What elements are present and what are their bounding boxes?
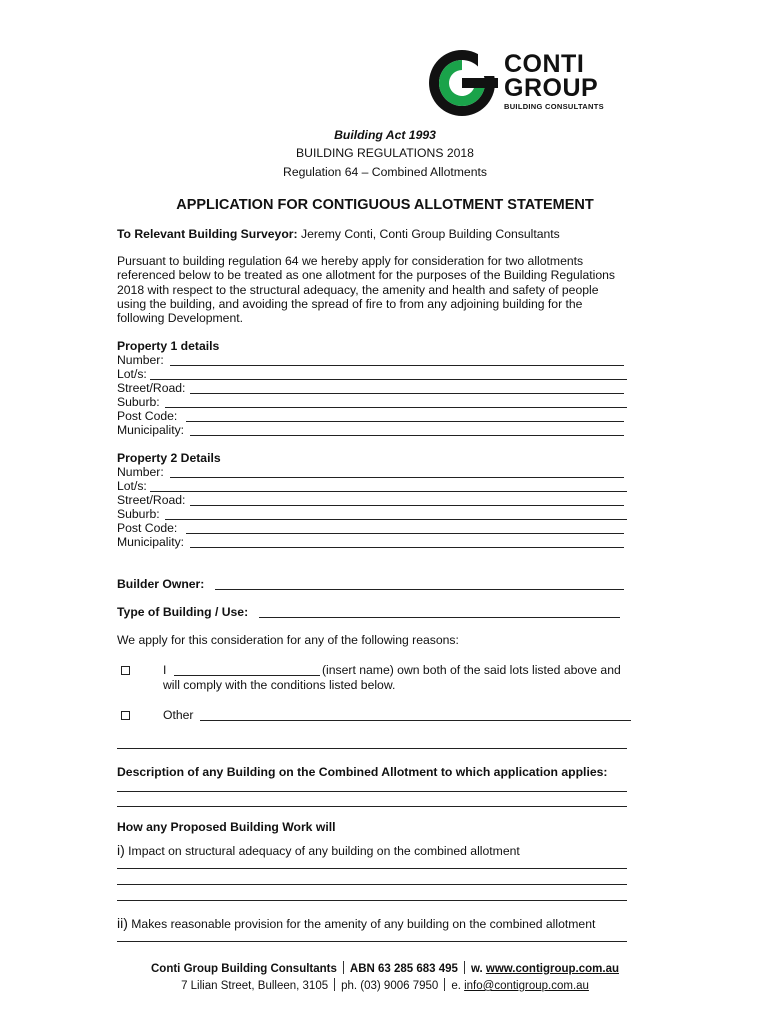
reason2-label: Other: [163, 708, 194, 722]
property2-lots-field[interactable]: [150, 491, 627, 492]
item-i-field-2[interactable]: [117, 884, 627, 885]
description-field-1[interactable]: [117, 791, 627, 792]
item-i-number: i): [117, 842, 125, 858]
property2-street-field[interactable]: [190, 505, 624, 506]
item-ii-text: Makes reasonable provision for the amenity of any building on the combined allotment: [131, 917, 596, 931]
page-title: APPLICATION FOR CONTIGUOUS ALLOTMENT STATEMENT: [176, 197, 594, 213]
property1-street-field[interactable]: [190, 393, 624, 394]
property2-municipality-label: Municipality:: [117, 535, 185, 549]
intro-line-2: referenced below to be treated as one allotment for the purposes of the Building Regulations: [117, 268, 615, 282]
property2-municipality-field[interactable]: [190, 547, 624, 548]
regulations-heading: BUILDING REGULATIONS 2018: [296, 146, 474, 160]
footer-separator: [444, 978, 445, 991]
reason1-text: (insert name) own both of the said lots listed above and: [322, 663, 621, 677]
footer-web-label: w.: [470, 963, 483, 975]
footer-address: 7 Lilian Street, Bulleen, 3105: [181, 980, 329, 992]
footer-abn: ABN 63 285 683 495: [349, 963, 458, 975]
property2-postcode-field[interactable]: [186, 533, 624, 534]
footer-separator: [334, 978, 335, 991]
reason1-checkbox[interactable]: [121, 666, 130, 675]
property2-number-field[interactable]: [170, 477, 624, 478]
property2-suburb-field[interactable]: [165, 519, 627, 520]
property1-postcode-label: Post Code:: [117, 409, 178, 423]
intro-line-4: using the building, and avoiding the spread of fire to from any adjoining building for the: [117, 297, 583, 311]
item-i-field-3[interactable]: [117, 900, 627, 901]
property2-suburb-label: Suburb:: [117, 507, 160, 521]
footer-line-2: [0, 978, 770, 993]
item-i-field-1[interactable]: [117, 868, 627, 869]
property2-heading: Property 2 Details: [117, 451, 221, 465]
property1-lots-field[interactable]: [150, 379, 627, 380]
footer-company: Conti Group Building Consultants: [151, 963, 337, 975]
footer-separator: [343, 961, 344, 974]
builder-owner-label: Builder Owner:: [117, 577, 205, 591]
logo-tagline: BUILDING CONSULTANTS: [504, 102, 604, 111]
property1-number-field[interactable]: [170, 365, 624, 366]
item-ii: [117, 916, 595, 931]
reason1-name-field[interactable]: [174, 675, 320, 676]
item-i: [117, 843, 520, 858]
reason2-continuation-field[interactable]: [117, 748, 627, 749]
company-logo: [428, 48, 643, 118]
builder-owner-field[interactable]: [215, 589, 624, 590]
footer-email-label: e.: [451, 980, 461, 992]
property1-lots-label: Lot/s:: [117, 367, 147, 381]
property2-street-label: Street/Road:: [117, 493, 186, 507]
property1-heading: Property 1 details: [117, 339, 220, 353]
footer-website-link[interactable]: www.contigroup.com.au: [485, 963, 619, 975]
logo-word-conti: CONTI: [504, 50, 585, 78]
conti-g-logo-icon: [428, 48, 498, 118]
proposed-work-heading: How any Proposed Building Work will: [117, 820, 336, 834]
surveyor-value: Jeremy Conti, Conti Group Building Consultants: [300, 227, 560, 241]
item-ii-number: ii): [117, 915, 128, 931]
footer-phone: ph. (03) 9006 7950: [341, 980, 439, 992]
intro-line-3: 2018 with respect to the structural adequacy, the amenity and health and safety of people: [117, 283, 599, 297]
logo-word-group: GROUP: [504, 74, 599, 102]
property2-lots-label: Lot/s:: [117, 479, 147, 493]
reasons-intro: We apply for this consideration for any of the following reasons:: [117, 633, 459, 647]
property1-postcode-field[interactable]: [186, 421, 624, 422]
property2-number-label: Number:: [117, 465, 164, 479]
property1-municipality-label: Municipality:: [117, 423, 185, 437]
property2-postcode-label: Post Code:: [117, 521, 178, 535]
surveyor-line: [117, 227, 560, 241]
building-type-field[interactable]: [259, 617, 620, 618]
footer-separator: [464, 961, 465, 974]
reason1-prefix: I: [163, 663, 167, 677]
property1-municipality-field[interactable]: [190, 435, 624, 436]
footer-line-1: [0, 961, 770, 976]
description-heading: Description of any Building on the Combined Allotment to which application applies:: [117, 765, 608, 779]
item-i-text: Impact on structural adequacy of any building on the combined allotment: [128, 844, 520, 858]
property1-suburb-label: Suburb:: [117, 395, 160, 409]
act-heading: Building Act 1993: [334, 128, 436, 142]
reason1-text-line2: will comply with the conditions listed below.: [163, 678, 396, 692]
regulation-subheading: Regulation 64 – Combined Allotments: [283, 165, 487, 179]
footer-email-link[interactable]: info@contigroup.com.au: [464, 980, 589, 992]
surveyor-label: To Relevant Building Surveyor:: [117, 227, 298, 241]
property1-suburb-field[interactable]: [165, 407, 627, 408]
intro-line-1: Pursuant to building regulation 64 we hereby apply for consideration for two allotments: [117, 254, 584, 268]
item-ii-field-1[interactable]: [117, 941, 627, 942]
building-type-label: Type of Building / Use:: [117, 605, 249, 619]
reason2-other-field[interactable]: [200, 720, 631, 721]
reason2-checkbox[interactable]: [121, 711, 130, 720]
property1-number-label: Number:: [117, 353, 164, 367]
description-field-2[interactable]: [117, 806, 627, 807]
intro-line-5: following Development.: [117, 311, 244, 325]
property1-street-label: Street/Road:: [117, 381, 186, 395]
